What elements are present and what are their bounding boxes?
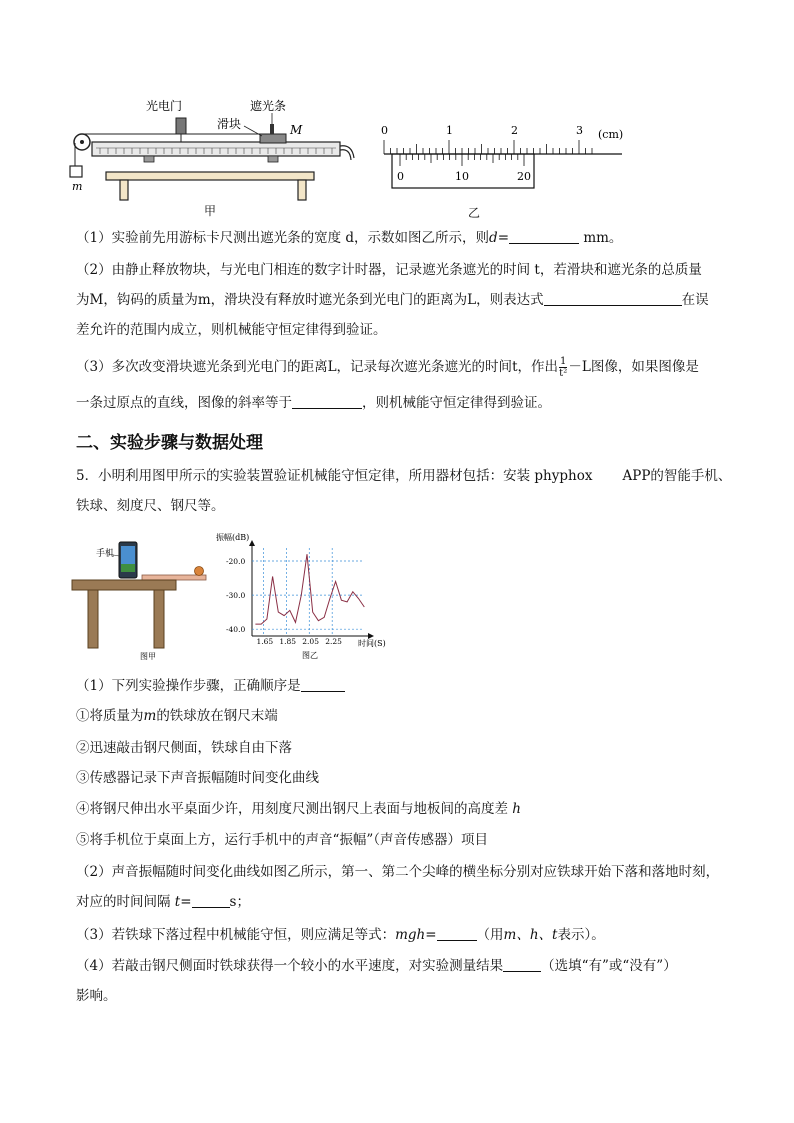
q5-step5: ⑤将手机位于桌面上方，运行手机中的声音“振幅”（声音传感器）项目 [76,832,489,848]
answer-blank-effect[interactable] [503,956,541,972]
amplitude-chart [214,530,394,662]
section-heading: 二、实验步骤与数据处理 [76,433,263,453]
slider-block [260,134,286,143]
y-axis-label: 振幅(dB) [216,533,250,542]
q4-part2-line3: 差允许的范围内成立，则机械能守恒定律得到验证。 [76,322,387,338]
q4-part3-line2: 一条过原点的直线，图像的斜率等于 ，则机械能守恒定律得到验证。 [76,395,551,411]
desk-top [72,580,176,590]
q5-step2: ②迅速敲击钢尺侧面，铁球自由下落 [76,740,292,756]
y-tick-label: -40.0 [226,625,246,635]
q5-s2-line1: （2）声音振幅随时间变化曲线如图乙所示，第一、第二个尖峰的横坐标分别对应铁球开始下落和落地时刻， [76,864,720,880]
unit-label: (cm) [598,128,624,141]
vernier-ticks [400,154,524,166]
figure-jia-caption: 甲 [204,204,217,218]
figure-yi-vernier [372,118,632,198]
figure-tujia [70,536,210,662]
q5-s1: （1）下列实验操作步骤，正确顺序是 [76,676,345,696]
answer-blank-expression[interactable] [544,290,682,306]
answer-blank-equation[interactable] [437,925,477,941]
answer-blank-time[interactable] [192,892,230,908]
x-axis-label: 时间(S) [358,639,386,648]
svg-text:2: 2 [511,124,518,137]
figure-jia [64,96,364,216]
tuyi-caption: 图乙 [302,651,318,660]
photogate [176,118,186,134]
q4-part2-line1: （2）由静止释放物块，与光电门相连的数字计时器，记录遮光条遮光的时间 t，若滑块和遮光条的总质量 [76,262,702,278]
main-scale-ticks [384,140,592,154]
mass-m-label: m [72,180,83,193]
fraction-1-over-t2: $\frac{1}{\text{t²}}$ [559,356,568,379]
svg-text:20: 20 [517,170,531,183]
q5-s4-line2: 影响。 [76,988,117,1004]
q5-s2-line2: 对应的时间间隔 t= s； [76,894,250,910]
iron-ball [195,567,204,576]
answer-blank-order[interactable] [301,676,345,692]
air-track [92,142,340,156]
svg-text:1: 1 [446,124,453,137]
q4-part2-line2: 为M，钩码的质量为m，滑块没有释放时遮光条到光电门的距离为L，则表达式 在误 [76,292,709,308]
x-tick-label: 2.25 [325,637,342,646]
q5-step3: ③传感器记录下声音振幅随时间变化曲线 [76,770,319,786]
answer-blank-slope[interactable] [292,393,362,409]
shade-strip-label: 遮光条 [250,99,287,113]
q5-s3: （3）若铁球下落过程中机械能守恒，则应满足等式：mgh= （用m、h、t表示）。 [76,927,605,943]
figure-yi-caption: 乙 [468,206,481,220]
tujia-caption: 图甲 [140,652,156,661]
q5-s4-line1: （4）若敲击钢尺侧面时铁球获得一个较小的水平速度，对实验测量结果 （选填“有”或“没有”） [76,958,677,974]
svg-text:10: 10 [455,170,469,183]
answer-blank-d[interactable] [509,228,579,244]
q4-part1: （1）实验前先用游标卡尺测出遮光条的宽度 d，示数如图乙所示，则d= mm。 [76,230,623,246]
q4-part3-line1: （3）多次改变滑块遮光条到光电门的距离L，记录每次遮光条遮光的时间t，作出 $\frac{1}{\text{t²}}$ －L图像，如果图像是 [76,356,699,379]
phone-label: 手机 [96,549,115,559]
slider-label: 滑块 [217,117,242,131]
svg-text:0: 0 [381,124,388,137]
svg-text:3: 3 [576,124,583,137]
q5-intro-line2: 铁球、刻度尺、钢尺等。 [76,498,225,514]
y-tick-label: -30.0 [226,591,246,601]
q5-step4: ④将钢尺伸出水平桌面少许，用刻度尺测出钢尺上表面与地板间的高度差 h [76,801,521,817]
hanging-mass [70,166,82,177]
steel-ruler [142,575,206,580]
y-tick-label: -20.0 [226,557,246,567]
table-top [106,172,314,180]
x-tick-label: 1.65 [256,637,274,646]
amplitude-series-line [255,554,364,624]
shade-strip [270,124,274,134]
x-tick-label: 1.85 [279,637,297,646]
main-scale-labels [381,124,623,141]
q5-step1: ①将质量为m的铁球放在钢尺末端 [76,708,278,724]
vernier-labels [397,170,531,183]
svg-text:0: 0 [397,170,404,183]
q5-intro-line1: 5．小明利用图甲所示的实验装置验证机械能守恒定律，所用器材包括：安装 phyphox APP的智能手机、 [76,468,732,484]
photogate-label: 光电门 [146,99,183,113]
mass-M-label: M [290,123,303,137]
x-tick-label: 2.05 [302,637,319,646]
